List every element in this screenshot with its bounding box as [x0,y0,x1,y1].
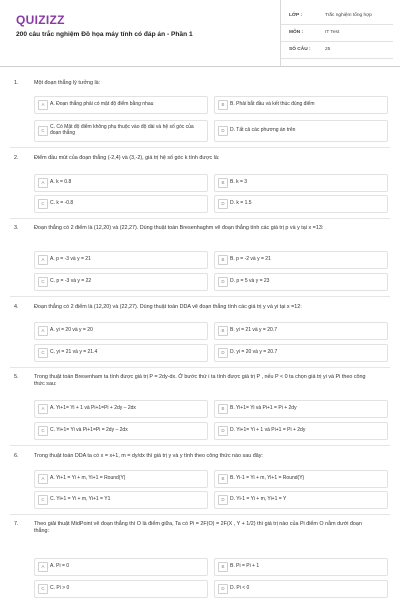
meta-key: SỐ CÂU : [289,47,311,52]
option-d[interactable] [214,195,388,213]
question-number: 6. [14,453,19,459]
option-a[interactable] [34,322,208,340]
option-letter: B [218,100,228,110]
question-number: 7. [14,521,19,527]
option-c[interactable] [34,491,208,509]
option-letter: D [218,348,228,358]
option-text: D. Tất cả các phương án trên [230,127,296,134]
page-header [0,0,400,67]
option-letter: D [218,426,228,436]
option-d[interactable] [214,491,388,509]
question-text: Đoạn thẳng có 2 điểm là (12,20) và (22,27). Dùng thuật toán Bresenhaghm vẽ đoạn thẳng tính các giá trị p và y tại x =13: [34,225,324,231]
question-text: Điểm đầu mút của đoạn thẳng (-2,4) và (3,-2), giá trị hệ số góc k tính được là: [34,155,220,161]
option-text: A. Đoạn thẳng phải có mật độ điểm bằng nhau [50,101,154,108]
option-text: D. Yi+1= Yi + 1 và Pi+1 = Pi + 2dy [230,427,306,434]
meta-box [280,0,400,66]
divider [10,147,390,148]
option-text: A. Yi+1 = Yi + m, Yi+1 = Round(Y) [50,475,126,482]
question-number: 1. [14,80,19,86]
option-text: D. k = 1.5 [230,200,252,207]
option-c[interactable] [34,195,208,213]
option-letter: D [218,584,228,594]
meta-key: LỚP : [289,13,303,18]
option-text: B. Pi = Pi + 1 [230,563,260,570]
option-text: D. p = 5 và y = 23 [230,278,270,285]
option-text: D. Yi-1 = Yi + m, Yi+1 = Y [230,496,287,503]
option-d[interactable] [214,422,388,440]
option-text: C. Có Mật độ điểm không phụ thuộc vào độ dài và hệ số góc của đoạn thẳng [50,124,194,136]
option-text: A. Yi+1= Yi + 1 và Pi+1=Pi + 2dy – 2dx [50,405,136,412]
option-text: C. p = -3 và y = 22 [50,278,92,285]
option-text: C. Yi+1= Yi và Pi+1=Pi = 2dy – 2dx [50,427,128,434]
option-text: C. k = -0.8 [50,200,74,207]
option-c[interactable] [34,580,208,598]
option-letter: A [38,562,48,572]
option-letter: A [38,404,48,414]
question-text: Một đoạn thẳng lý tưởng là: [34,80,101,86]
option-text: D. Pi < 0 [230,585,250,592]
option-d[interactable] [214,580,388,598]
question-text: Theo giải thuật MidPoint vẽ đoạn thẳng thì O là điểm giữa, Ta có Pi = 2F(O) = 2F(X , Y + 1/2) thì giá trị nào của Pi điểm O nằm dưới đoạn thẳng: [34,521,362,535]
option-letter: C [38,277,48,287]
meta-row-class [281,8,393,25]
meta-value: Trắc nghiệm tổng hợp [325,13,372,18]
option-b[interactable] [214,251,388,269]
option-letter: B [218,474,228,484]
option-a[interactable] [34,96,208,114]
option-text: B. k = 3 [230,179,248,186]
divider [10,296,390,297]
option-letter: A [38,178,48,188]
option-a[interactable] [34,174,208,192]
option-b[interactable] [214,470,388,488]
option-c[interactable] [34,120,208,142]
option-b[interactable] [214,96,388,114]
option-text: A. k = 0.8 [50,179,72,186]
option-d[interactable] [214,344,388,362]
option-text: C. Pi > 0 [50,585,70,592]
question-text: Đoạn thẳng có 2 điểm là (12,20) và (22,27). Dùng thuật toán DDA vẽ đoạn thẳng tính các giá trị y và yi tại x =12: [34,304,302,310]
question-number: 5. [14,374,19,380]
option-text: A. p = -3 và y = 21 [50,256,91,263]
option-text: B. Yi+1= Yi và Pi+1 = Pi + 2dy [230,405,297,412]
option-c[interactable] [34,344,208,362]
divider [10,445,390,446]
option-letter: C [38,495,48,505]
option-text: B. Phải bắt đầu và kết thúc đúng điểm [230,101,315,108]
meta-row-count [281,42,393,59]
option-letter: B [218,178,228,188]
option-a[interactable] [34,470,208,488]
divider [10,218,390,219]
option-text: B. Yi-1 = Yi + m, Yi+1 = Round(Y) [230,475,305,482]
option-letter: B [218,326,228,336]
option-letter: B [218,562,228,572]
option-b[interactable] [214,558,388,576]
option-a[interactable] [34,251,208,269]
option-letter: A [38,326,48,336]
option-letter: B [218,255,228,265]
option-text: B. yi = 21 và y = 20.7 [230,327,277,334]
question-number: 2. [14,155,19,161]
option-b[interactable] [214,174,388,192]
option-text: D. yi = 20 và y = 20.7 [230,349,278,356]
option-text: A. Pi = 0 [50,563,70,570]
option-letter: A [38,255,48,265]
question-text: Trong thuật toán DDA ta có x = x+1, m = dy/dx thì giá trị y và y tính theo công thức nào sau đây: [34,453,263,459]
option-c[interactable] [34,422,208,440]
option-letter: D [218,277,228,287]
option-text: C. Yi+1 = Yi + m, Yi+1 = Y1 [50,496,111,503]
option-text: B. p = -2 và y = 21 [230,256,271,263]
option-letter: D [218,199,228,209]
option-c[interactable] [34,273,208,291]
meta-value: IT Test [325,30,340,35]
quizizz-logo: QUIZIZZ [16,13,65,27]
option-letter: C [38,426,48,436]
meta-value: 25 [325,47,331,52]
meta-row-subject [281,25,393,42]
option-b[interactable] [214,400,388,418]
option-letter: D [218,126,228,136]
option-b[interactable] [214,322,388,340]
option-text: A. yi = 20 và y = 20 [50,327,93,334]
option-a[interactable] [34,400,208,418]
option-d[interactable] [214,120,388,142]
option-a[interactable] [34,558,208,576]
option-letter: C [38,348,48,358]
divider [10,514,390,515]
option-letter: A [38,474,48,484]
option-text: C. yi = 21 và y = 21.4 [50,349,98,356]
divider [10,367,390,368]
option-letter: C [38,126,48,136]
option-d[interactable] [214,273,388,291]
option-letter: D [218,495,228,505]
question-number: 3. [14,225,19,231]
question-number: 4. [14,304,19,310]
question-text: Trong thuật toán Bresenham ta tính được giá trị P = 2dy-dx. Ở bước thứ i ta tính được giá trị P , nếu P < 0 ta chọn giá trị yi và Pi theo công thức sau: [34,374,366,388]
option-letter: C [38,199,48,209]
option-letter: B [218,404,228,414]
meta-key: MÔN : [289,30,304,35]
option-letter: A [38,100,48,110]
option-letter: C [38,584,48,594]
document-title: 200 câu trắc nghiệm Đồ họa máy tính có đáp án - Phần 1 [16,31,193,38]
